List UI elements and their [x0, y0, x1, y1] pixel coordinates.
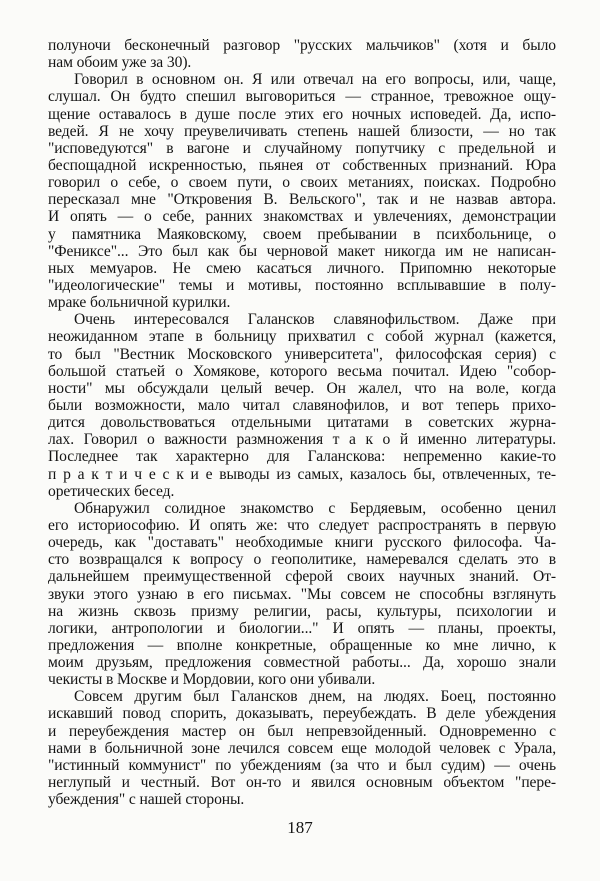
text-line: очередь, как "доставать" необходимые книги русского философа. Ча- [48, 534, 556, 552]
text-line: "Фениксе"... Это был как бы черновой макет никогда им не написан- [48, 242, 556, 260]
text-line: говорил о себе, о своем пути, о своих метаниях, поисках. Подробно [48, 174, 556, 192]
text-line: моим друзьям, предложения совместной работы... Да, хорошо знали [48, 654, 556, 672]
text-line: и переубеждения мастер он был непревзойденный. Одновременно с [48, 722, 556, 740]
text-line: Очень интересовался Галансков славянофильством. Даже при [74, 311, 556, 329]
text-line: большой статьей о Хомякове, которого весьма почитал. Идею "собор- [48, 362, 556, 380]
text-line: звуки этого узнаю в его письмах. "Мы совсем не способны взглянуть [48, 585, 556, 603]
paragraph [48, 500, 556, 689]
text-line: дится довольствоваться отдельными цитатами в советских журна- [48, 414, 556, 432]
text-line: убеждения" с нашей стороны. [48, 791, 245, 809]
text-line: "идеологические" темы и мотивы, постоянно всплывавшие в полу- [48, 276, 556, 294]
text-line: чекисты в Москве и Мордовии, кого они убивали. [48, 671, 376, 689]
paragraph [48, 311, 556, 500]
text-line: "исповедуются" в вагоне и случайному попутчику с предельной и [48, 139, 556, 157]
text-line: сто возвращался к вопросу о геополитике, намеревался сделать это в [48, 551, 556, 569]
text-line: мраке больничной курилки. [48, 294, 231, 312]
text-line: ведей. Я не хочу преувеличивать степень нашей близости, — но так [48, 122, 556, 140]
text-line: Обнаружил солидное знакомство с Бердяевым, особенно ценил [74, 499, 556, 517]
text-line: Совсем другим был Галансков днем, на людях. Боец, постоянно [74, 688, 556, 706]
text-line: нами в больничной зоне лечился совсем еще молодой человек с Урала, [48, 739, 556, 757]
text-line: беспощадной искренностью, пьянея от собственных признаний. Юра [48, 156, 556, 174]
text-line: на жизнь сквозь призму религии, расы, культуры, психологии и [48, 602, 556, 620]
text-line: ных мемуаров. Не смею касаться личного. Припомню некоторые [48, 259, 556, 277]
text-line: оретических бесед. [48, 482, 175, 500]
text-line: ности" мы обсуждали целый вечер. Он жалел, что на воле, когда [48, 379, 556, 397]
text-line: то был "Вестник Московского университета", философская серия) с [48, 345, 556, 363]
paragraph [48, 71, 556, 311]
text-line: слушал. Он будто спешил выговориться — странное, тревожное ощу- [48, 88, 556, 106]
text-line: щение оставалось в душе после этих его ночных исповедей. Да, испо- [48, 105, 556, 123]
text-line: у памятника Маяковскому, своем пребывании в психбольнице, о [48, 225, 556, 243]
text-line: предложения — вполне конкретные, обращенные ко мне лично, к [48, 636, 556, 654]
text-line: п р а к т и ч е с к и е выводы из самых, казалось бы, отвлеченных, те- [48, 465, 556, 483]
text-line: искавший повод спорить, доказывать, переубеждать. В деле убеждения [48, 705, 556, 723]
text-line: "истинный коммунист" по убеждениям (за что и был судим) — очень [48, 756, 556, 774]
text-line: пересказал мне "Откровения В. Вельского", так и не назвав автора. [48, 191, 556, 209]
text-line: неожиданном этапе в больницу прихватил с собой журнал (кажется, [48, 328, 556, 346]
text-line: были возможности, мало читал славянофилов, и вот теперь прихо- [48, 396, 556, 414]
text-line: дальнейшем преимущественной сферой своих научных знаний. От- [48, 568, 556, 586]
text-line: неглупый и честный. Вот он-то и явился основным объектом "пере- [48, 774, 556, 792]
text-line: нам обоим уже за 30). [48, 54, 192, 72]
text-line: лах. Говорил о важности размножения т а к о й именно литературы. [48, 431, 556, 449]
text-line: И опять — о себе, ранних знакомствах и увлечениях, демонстрации [48, 208, 556, 226]
text-line: Последнее так характерно для Галанскова: непременно какие-то [48, 448, 556, 466]
body-text [48, 37, 556, 808]
paragraph [48, 37, 556, 71]
text-line: его историософию. И опять же: что следует распространять в первую [48, 516, 556, 534]
text-line: Говорил в основном он. Я или отвечал на его вопросы, или, чаще, [74, 71, 556, 89]
page-number: 187 [287, 818, 313, 837]
text-line: полуночи бесконечный разговор "русских мальчиков" (хотя и было [48, 37, 556, 54]
paragraph [48, 688, 556, 808]
text-line: логики, антропологии и биологии..." И опять — планы, проекты, [48, 619, 556, 637]
